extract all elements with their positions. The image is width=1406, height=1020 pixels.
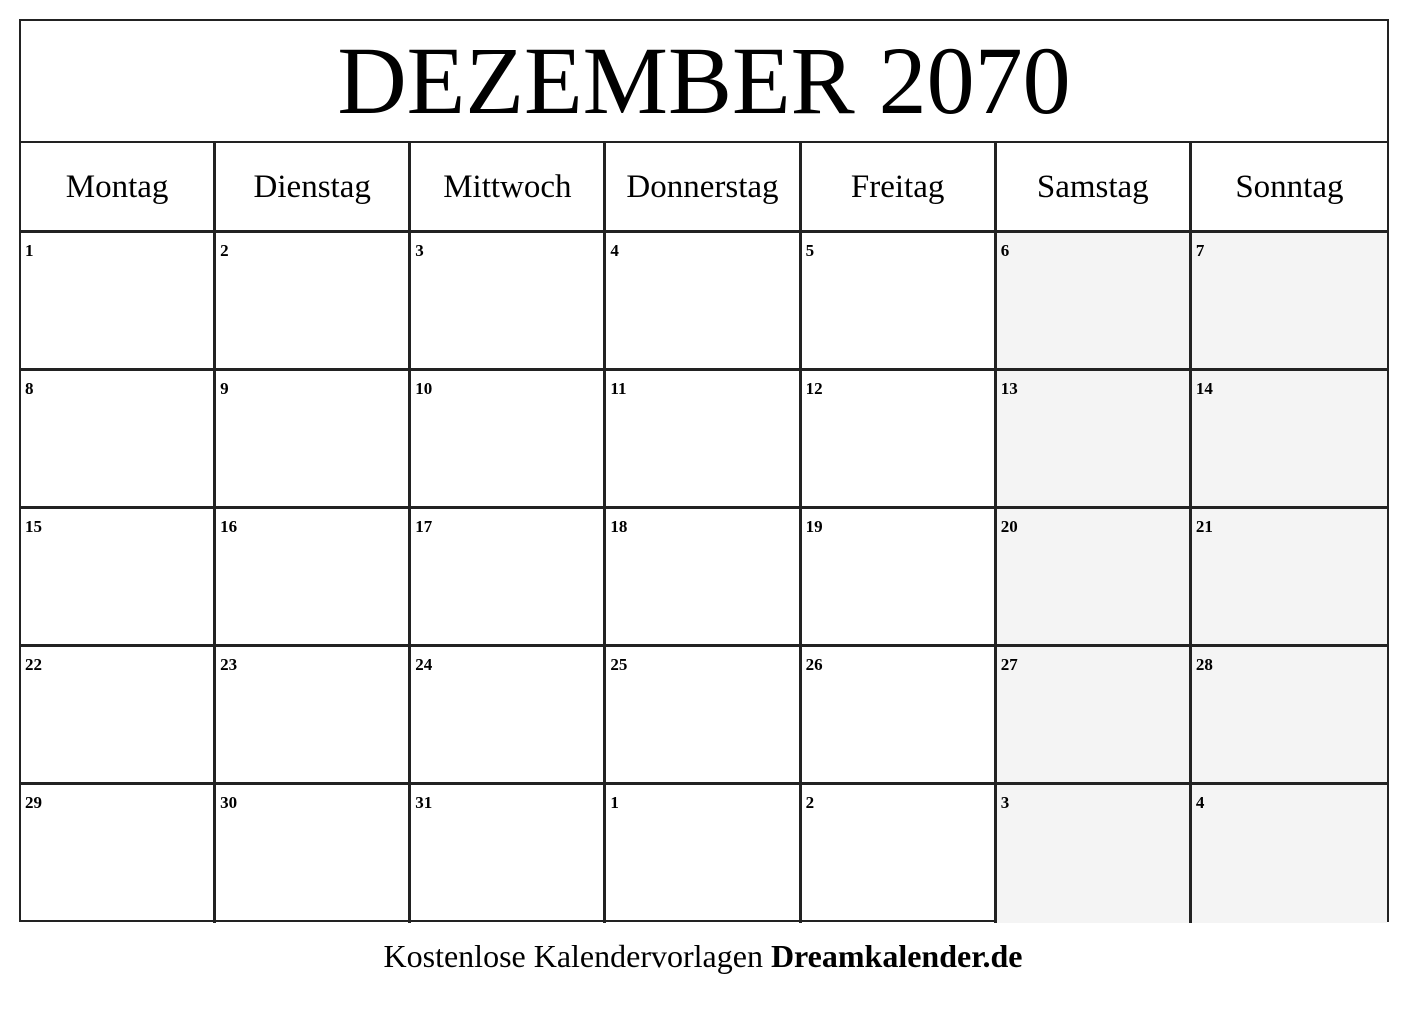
day-number: 21 bbox=[1195, 517, 1213, 536]
day-cell bbox=[21, 509, 216, 647]
day-cell-weekend bbox=[1192, 785, 1387, 923]
day-cell bbox=[216, 647, 411, 785]
day-cell bbox=[411, 233, 606, 371]
day-number: 16 bbox=[220, 517, 238, 536]
footer-brand-link[interactable]: Dreamkalender.de bbox=[770, 938, 1023, 974]
day-cell-weekend bbox=[1192, 647, 1387, 785]
day-number: 3 bbox=[1000, 793, 1010, 812]
day-cell bbox=[216, 509, 411, 647]
day-cell bbox=[21, 785, 216, 923]
footer-text: Kostenlose Kalendervorlagen bbox=[383, 938, 771, 974]
day-number: 23 bbox=[220, 655, 238, 674]
day-cell bbox=[802, 233, 997, 371]
day-number: 14 bbox=[1195, 379, 1213, 398]
day-cell bbox=[411, 647, 606, 785]
day-cell-weekend bbox=[997, 371, 1192, 509]
month-title: DEZEMBER 2070 bbox=[337, 27, 1071, 134]
day-number: 20 bbox=[1000, 517, 1018, 536]
day-cell-weekend bbox=[1192, 371, 1387, 509]
day-number: 17 bbox=[415, 517, 433, 536]
day-number: 13 bbox=[1000, 379, 1018, 398]
calendar bbox=[19, 19, 1389, 922]
day-number: 8 bbox=[25, 379, 34, 398]
day-number: 18 bbox=[610, 517, 628, 536]
weekday-header-samstag: Samstag bbox=[997, 143, 1192, 233]
day-cell-weekend bbox=[997, 509, 1192, 647]
day-number: 12 bbox=[805, 379, 823, 398]
day-number: 25 bbox=[610, 655, 628, 674]
day-cell-weekend bbox=[997, 647, 1192, 785]
day-cell bbox=[216, 233, 411, 371]
day-number: 10 bbox=[415, 379, 433, 398]
day-number: 4 bbox=[1195, 793, 1205, 812]
day-cell bbox=[411, 785, 606, 923]
day-number: 5 bbox=[805, 241, 815, 260]
day-number: 15 bbox=[25, 517, 42, 536]
weekday-header-mittwoch: Mittwoch bbox=[411, 143, 606, 233]
day-number: 31 bbox=[415, 793, 433, 812]
day-number: 6 bbox=[1000, 241, 1010, 260]
day-number: 28 bbox=[1195, 655, 1213, 674]
day-number: 1 bbox=[610, 793, 619, 812]
weekday-header-montag: Montag bbox=[21, 143, 216, 233]
footer bbox=[0, 938, 1406, 975]
day-cell bbox=[606, 509, 801, 647]
day-number: 2 bbox=[805, 793, 815, 812]
day-cell bbox=[21, 371, 216, 509]
day-number: 27 bbox=[1000, 655, 1018, 674]
day-cell bbox=[802, 647, 997, 785]
day-cell-weekend bbox=[997, 785, 1192, 923]
day-cell bbox=[802, 509, 997, 647]
day-cell-weekend bbox=[1192, 509, 1387, 647]
day-cell bbox=[411, 371, 606, 509]
day-number: 19 bbox=[805, 517, 823, 536]
day-number: 7 bbox=[1195, 241, 1205, 260]
day-cell-weekend bbox=[997, 233, 1192, 371]
day-number: 3 bbox=[415, 241, 424, 260]
day-number: 2 bbox=[220, 241, 229, 260]
day-cell bbox=[216, 785, 411, 923]
title-row bbox=[21, 21, 1387, 143]
day-number: 29 bbox=[25, 793, 42, 812]
day-cell bbox=[216, 371, 411, 509]
calendar-grid bbox=[21, 143, 1387, 920]
weekday-header-donnerstag: Donnerstag bbox=[606, 143, 801, 233]
day-number: 24 bbox=[415, 655, 433, 674]
day-cell bbox=[606, 785, 801, 923]
weekday-header-freitag: Freitag bbox=[802, 143, 997, 233]
day-cell bbox=[606, 647, 801, 785]
day-cell-weekend bbox=[1192, 233, 1387, 371]
day-number: 11 bbox=[610, 379, 627, 398]
day-number: 1 bbox=[25, 241, 34, 260]
day-cell bbox=[802, 785, 997, 923]
day-number: 9 bbox=[220, 379, 229, 398]
day-number: 30 bbox=[220, 793, 238, 812]
day-number: 4 bbox=[610, 241, 619, 260]
day-cell bbox=[411, 509, 606, 647]
day-cell bbox=[21, 233, 216, 371]
day-cell bbox=[606, 371, 801, 509]
weekday-header-sonntag: Sonntag bbox=[1192, 143, 1387, 233]
day-number: 26 bbox=[805, 655, 823, 674]
weekday-header-dienstag: Dienstag bbox=[216, 143, 411, 233]
day-cell bbox=[21, 647, 216, 785]
day-cell bbox=[606, 233, 801, 371]
day-cell bbox=[802, 371, 997, 509]
day-number: 22 bbox=[25, 655, 42, 674]
